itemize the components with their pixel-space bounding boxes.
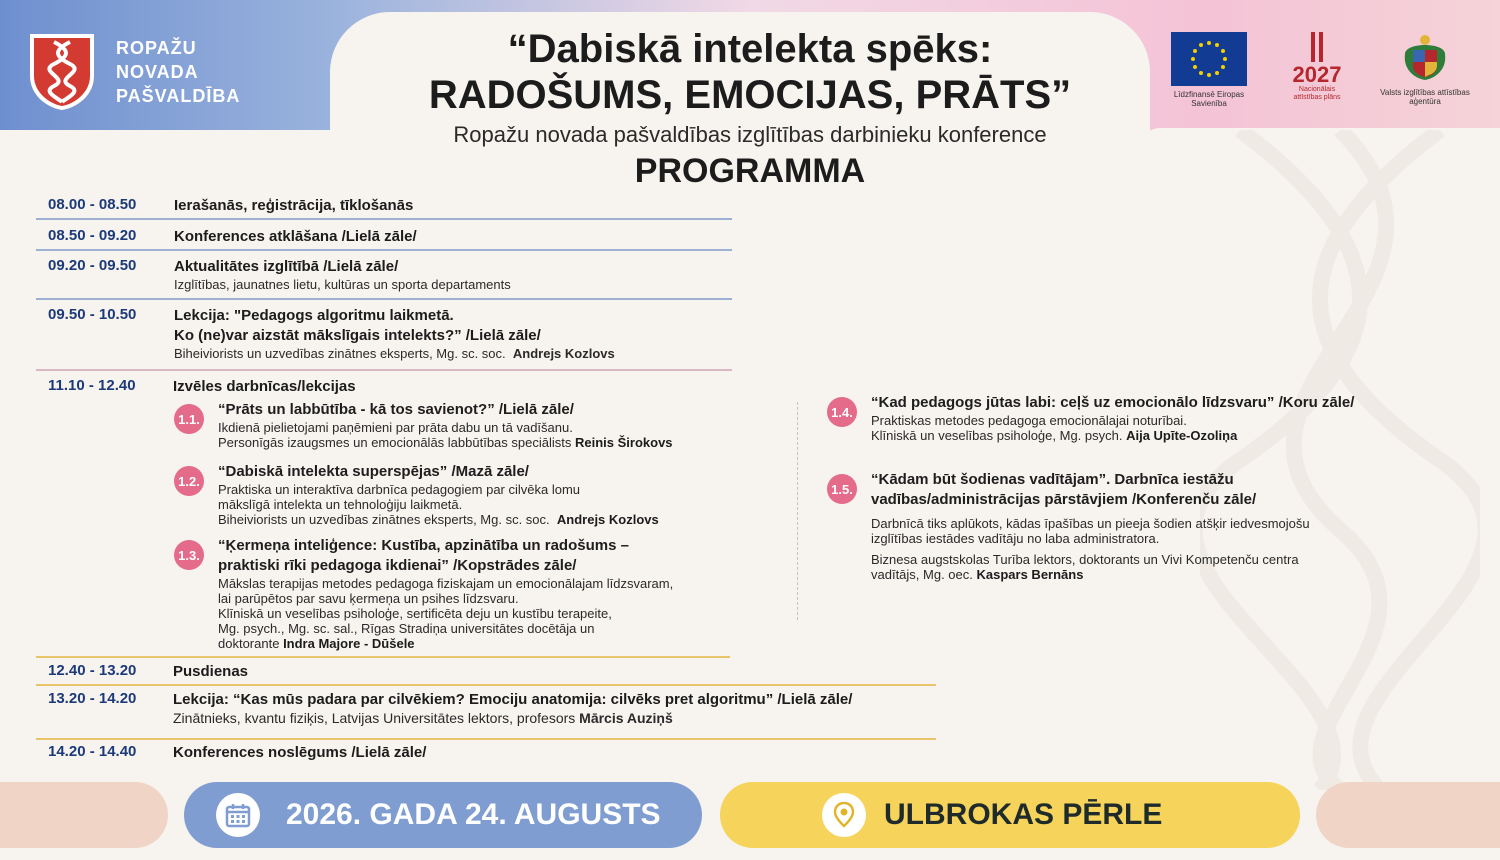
- event-title: Aktualitātes izglītībā /Lielā zāle/: [174, 258, 399, 275]
- event-title-line-2: Ko (ne)var aizstāt mākslīgais intelekts?” /Lielā zāle/: [174, 327, 541, 344]
- workshop-title: “Kad pedagogs jūtas labi: ceļš uz emocionālo līdzsvaru” /Koru zāle/: [871, 394, 1355, 411]
- row-divider: [36, 369, 732, 371]
- workshop-speaker-name: Andrejs Kozlovs: [556, 512, 659, 527]
- municipality-name: ROPAŽU NOVADA PAŠVALDĪBA: [116, 38, 241, 106]
- nap-bars-icon: [1297, 32, 1337, 62]
- row-divider: [36, 218, 732, 220]
- workshop-speaker-role: doktorante: [218, 636, 280, 651]
- date-banner: [184, 782, 702, 848]
- time-slot: 12.40 - 13.20: [48, 662, 137, 679]
- viaa-logo: [1380, 32, 1470, 106]
- event-title: Izvēles darbnīcas/lekcijas: [173, 378, 356, 395]
- event-date: 2026. GADA 24. AUGUSTS: [286, 798, 661, 831]
- event-speaker: Izglītības, jaunatnes lietu, kultūras un sporta departaments: [174, 277, 511, 292]
- workshop-title: “Prāts un labbūtība - kā tos savienot?” /Lielā zāle/: [218, 401, 574, 418]
- time-slot: 09.20 - 09.50: [48, 257, 137, 274]
- conference-title-line-2: RADOŠUMS, EMOCIJAS, PRĀTS”: [428, 73, 1072, 117]
- page-header: [330, 26, 1170, 191]
- workshop-title: “Ķermeņa inteliģence: Kustība, apzinātība un radošums –: [218, 537, 629, 554]
- event-speaker-role: Zinātnieks, kvantu fiziķis, Latvijas Universitātes lektors, profesors: [173, 710, 576, 726]
- time-slot: 08.50 - 09.20: [48, 227, 137, 244]
- latvia-coat-of-arms-icon: [1397, 32, 1453, 86]
- workshop-title: “Dabiskā intelekta superspējas” /Mazā zāle/: [218, 463, 529, 480]
- time-slot: 11.10 - 12.40: [48, 377, 136, 394]
- workshop-speaker-role: vadītājs, Mg. oec.: [871, 567, 973, 582]
- nap-caption: Nacionālais attīstības plāns: [1293, 86, 1341, 101]
- workshop-number-badge: 1.3.: [174, 540, 204, 570]
- nap-2027-logo: [1284, 32, 1350, 102]
- event-title: Pusdienas: [173, 663, 249, 680]
- eu-flag-icon: [1171, 32, 1247, 86]
- workshop-speaker-name: Indra Majore - Dūšele: [283, 636, 415, 651]
- row-divider: [36, 738, 936, 740]
- workshop-description: mākslīgā intelekta un tehnoloģiju laikmetā.: [218, 497, 463, 512]
- row-divider: [36, 298, 732, 300]
- column-divider: [797, 402, 798, 620]
- coat-of-arms-icon: [28, 32, 96, 112]
- event-speaker-role: Biheiviorists un uzvedības zinātnes eksperts, Mg. sc. soc.: [174, 346, 506, 361]
- time-slot: 09.50 - 10.50: [48, 306, 137, 323]
- workshop-number-badge: 1.4.: [827, 397, 857, 427]
- workshop-description: lai parūpētos par savu ķermeņa un psihes līdzsvaru.: [218, 591, 519, 606]
- time-slot: 08.00 - 08.50: [48, 196, 137, 213]
- workshop-speaker-role: Klīniskā un veselības psiholoģe, Mg. psych.: [871, 428, 1123, 443]
- event-title: Lekcija: "Pedagogs algoritmu laikmetā.: [174, 307, 454, 324]
- footer-decoration-left: [0, 782, 168, 848]
- footer-decoration-right: [1316, 782, 1500, 848]
- program-heading: PROGRAMMA: [634, 152, 866, 190]
- workshop-description: Mg. psych., Mg. sc. sal., Rīgas Stradiņa universitātes docētāja un: [218, 621, 595, 636]
- calendar-icon: [216, 793, 260, 837]
- conference-title-line-1: “Dabiskā intelekta spēks:: [507, 27, 993, 71]
- workshop-description: Ikdienā pielietojami paņēmieni par prāta dabu un tā vadīšanu.: [218, 420, 573, 435]
- event-title: Lekcija: “Kas mūs padara par cilvēkiem? Emociju anatomija: cilvēks pret algoritmu” /Lielā zāle/: [173, 691, 853, 708]
- nap-year: 2027: [1292, 62, 1342, 87]
- workshop-title-line-2: praktiski rīki pedagoga ikdienai” /Kopstrādes zāle/: [218, 557, 577, 574]
- time-slot: 13.20 - 14.20: [48, 690, 137, 707]
- venue-banner: [720, 782, 1300, 848]
- workshop-speaker-role: Biheiviorists un uzvedības zinātnes eksperts, Mg. sc. soc.: [218, 512, 550, 527]
- workshop-title-line-2: vadības/administrācijas pārstāvjiem /Konferenču zāle/: [871, 491, 1257, 508]
- event-title: Konferences atklāšana /Lielā zāle/: [174, 228, 417, 245]
- workshop-description: Biznesa augstskolas Turība lektors, doktorants un Vivi Kompetenču centra: [871, 552, 1299, 567]
- workshop-speaker-name: Kaspars Bernāns: [976, 567, 1084, 582]
- viaa-caption: Valsts izglītības attīstības aģentūra: [1380, 88, 1470, 106]
- event-venue: ULBROKAS PĒRLE: [884, 798, 1163, 831]
- workshop-speaker-name: Aija Upīte-Ozoliņa: [1126, 428, 1238, 443]
- event-title: Konferences noslēgums /Lielā zāle/: [173, 744, 427, 761]
- event-speaker-name: Andrejs Kozlovs: [512, 346, 615, 361]
- workshop-description: Praktiskas metodes pedagoga emocionālajai noturībai.: [871, 413, 1187, 428]
- eu-caption: Līdzfinansē Eiropas Savienība: [1173, 90, 1245, 108]
- workshop-number-badge: 1.5.: [827, 474, 857, 504]
- workshop-description: Darbnīcā tiks aplūkots, kādas īpašības un pieeja šodien atšķir iedvesmojošu: [871, 516, 1310, 531]
- row-divider: [36, 684, 936, 686]
- braid-pattern-decoration: [1200, 130, 1480, 790]
- event-title: Ierašanās, reģistrācija, tīklošanās: [174, 197, 414, 214]
- workshop-description: izglītības iestādes vadītāju no laba administratora.: [871, 531, 1160, 546]
- row-divider: [36, 656, 730, 658]
- conference-subtitle: Ropažu novada pašvaldības izglītības darbinieku konference: [453, 122, 1047, 147]
- municipality-logo: [28, 32, 240, 112]
- workshop-description: Praktiska un interaktīva darbnīca pedagogiem par cilvēka lomu: [218, 482, 581, 497]
- workshop-speaker-role: Personīgās izaugsmes un emocionālās labbūtības speciālists: [218, 435, 572, 450]
- eu-logo: [1168, 32, 1250, 108]
- workshop-description: Mākslas terapijas metodes pedagoga fiziskajam un emocionālajam līdzsvaram,: [218, 576, 674, 591]
- workshop-number-badge: 1.2.: [174, 466, 204, 496]
- event-speaker-name: Mārcis Auziņš: [579, 710, 673, 726]
- workshop-title: “Kādam būt šodienas vadītājam”. Darbnīca iestāžu: [871, 471, 1234, 488]
- time-slot: 14.20 - 14.40: [48, 743, 137, 760]
- row-divider: [36, 249, 732, 251]
- workshop-number-badge: 1.1.: [174, 404, 204, 434]
- location-pin-icon: [822, 793, 866, 837]
- workshop-speaker-name: Reinis Širokovs: [575, 435, 673, 450]
- workshop-description: Klīniskā un veselības psiholoģe, sertificēta deju un kustību terapeite,: [218, 606, 612, 621]
